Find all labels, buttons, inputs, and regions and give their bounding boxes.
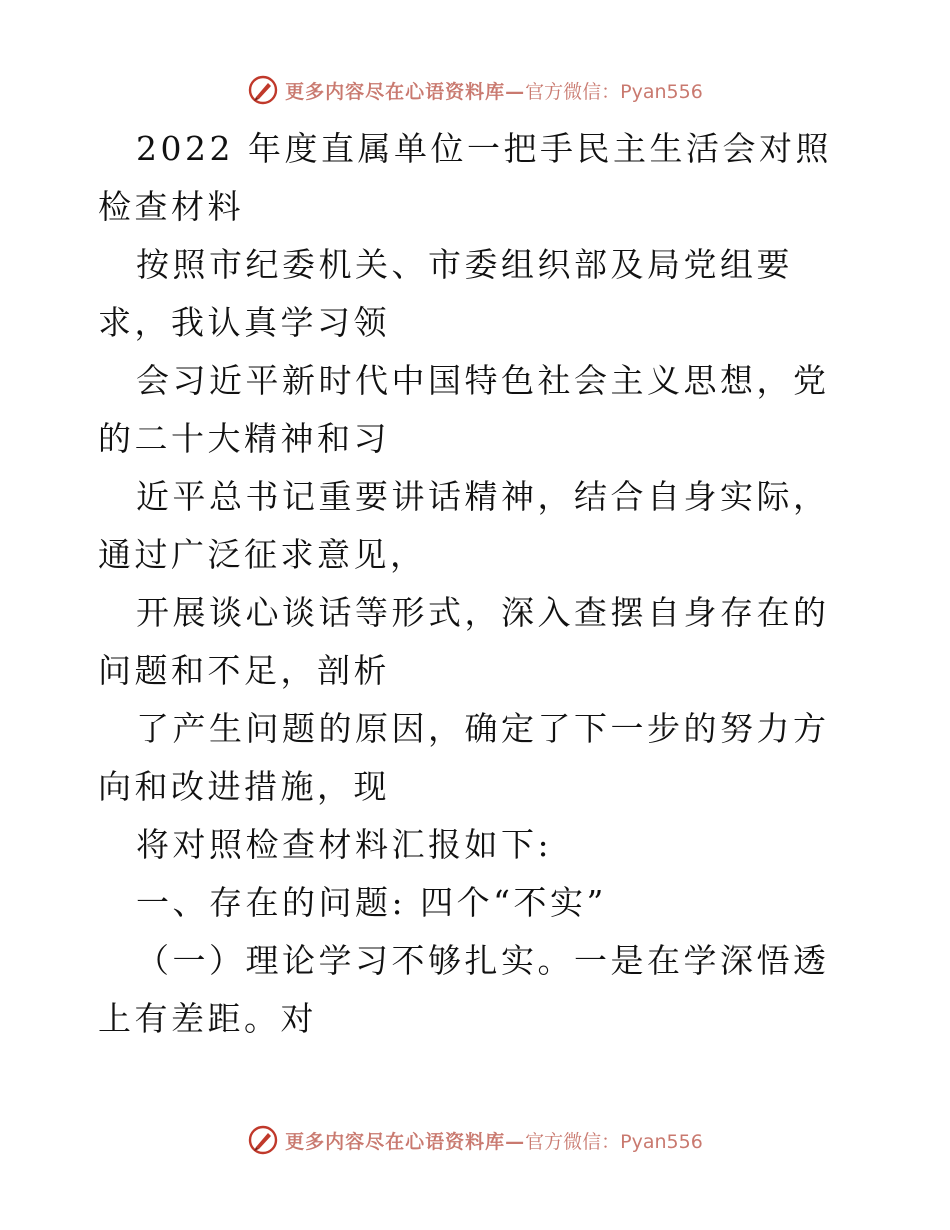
pen-logo-icon (247, 1124, 279, 1156)
banner-site-text: 更多内容尽在心语资料库— (285, 80, 526, 103)
paragraph: 按照市纪委机关、市委组织部及局党组要求，我认真学习领 (98, 245, 793, 342)
footer-watermark-banner (0, 1120, 950, 1160)
document-body (98, 120, 854, 1048)
paragraph: 近平总书记重要讲话精神，结合自身实际，通过广泛征求意见， (98, 477, 830, 574)
banner-wechat-text: 官方微信：Pyan556 (525, 1130, 703, 1153)
paragraph: 会习近平新时代中国特色社会主义思想，党的二十大精神和习 (98, 361, 830, 458)
paragraph: （一）理论学习不够扎实。一是在学深悟透上有差距。对 (98, 941, 830, 1038)
document-title: 2022 年度直属单位一把手民主生活会对照检查材料 (98, 129, 832, 226)
section-heading: 一、存在的问题: 四个“不实” (136, 883, 607, 922)
pen-logo-icon (247, 74, 279, 106)
paragraph: 开展谈心谈话等形式，深入查摆自身存在的问题和不足，剖析 (98, 593, 830, 690)
paragraph: 了产生问题的原因，确定了下一步的努力方向和改进措施，现 (98, 709, 830, 806)
header-watermark-banner (0, 70, 950, 110)
banner-wechat-text: 官方微信：Pyan556 (525, 80, 703, 103)
banner-site-text: 更多内容尽在心语资料库— (285, 1130, 526, 1153)
paragraph: 将对照检查材料汇报如下: (136, 825, 553, 864)
